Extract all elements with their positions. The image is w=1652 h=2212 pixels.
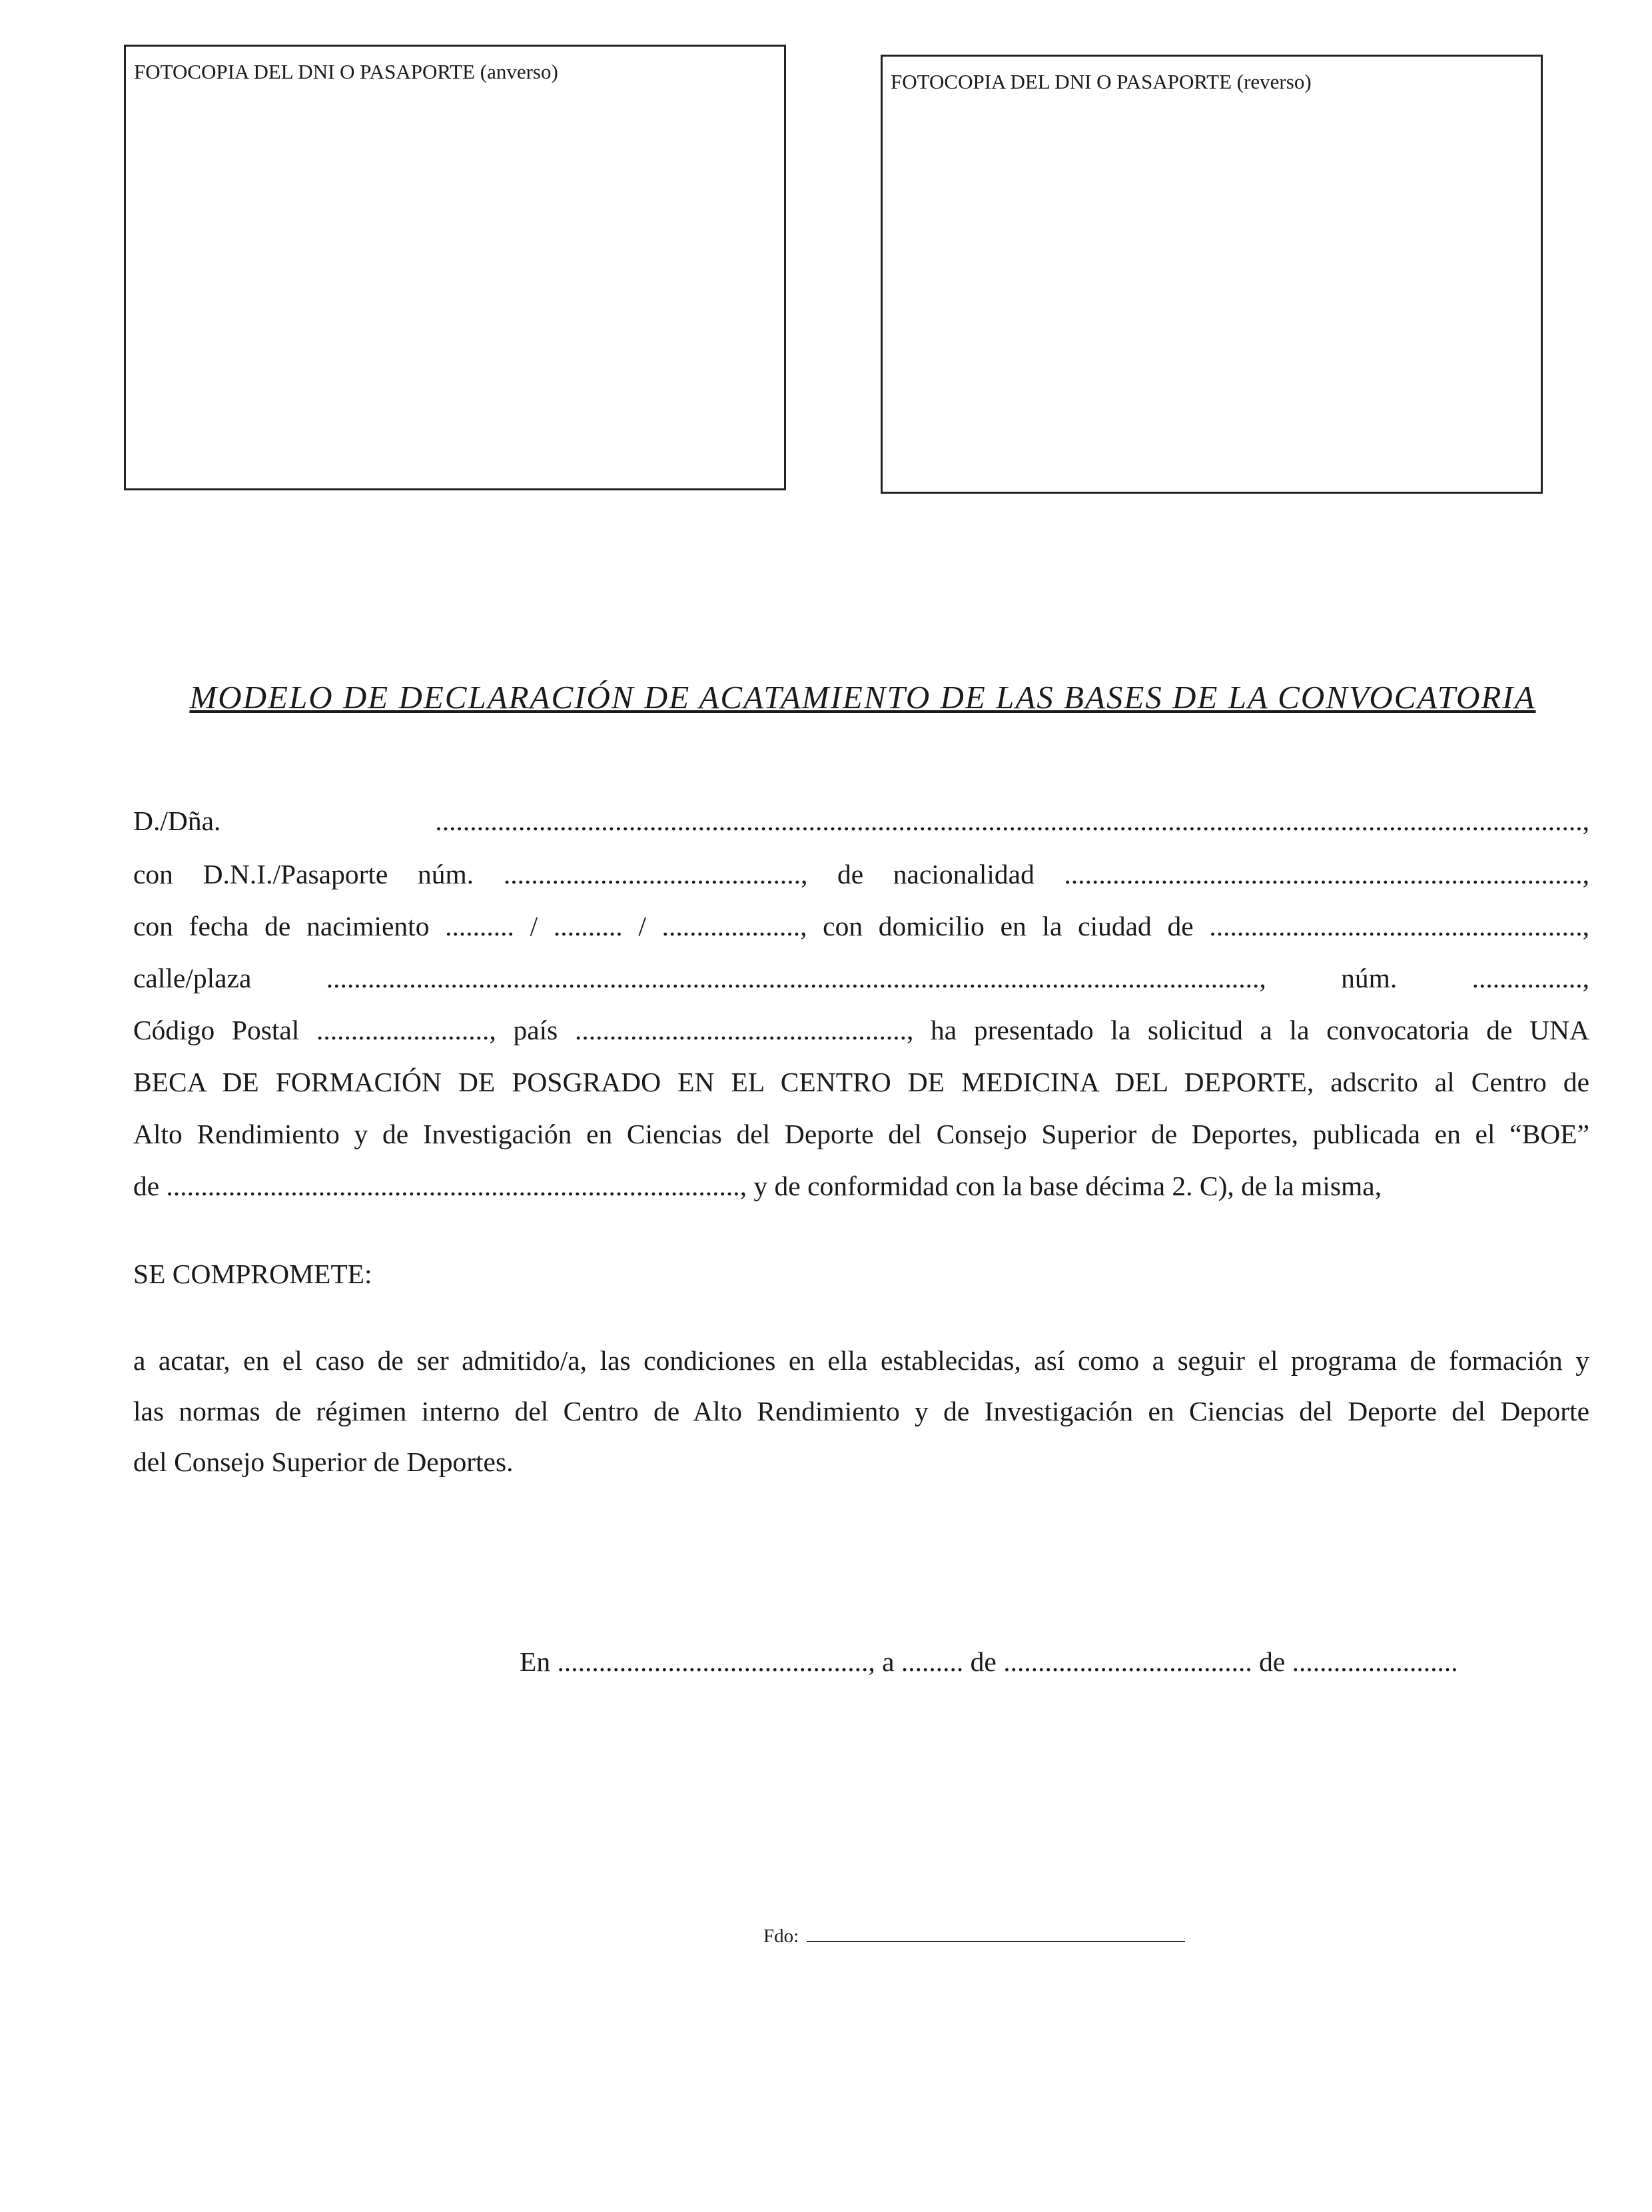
place-date-line: En ............................................., a ......... de .................................... de ........................ xyxy=(520,1646,1458,1677)
photocopy-back-label: FOTOCOPIA DEL DNI O PASAPORTE (reverso) xyxy=(891,70,1312,93)
form-line-id: con D.N.I./Pasaporte núm. ..........................................., de nacionalidad ..........................................................................., xyxy=(133,859,1589,889)
document-title: MODELO DE DECLARACIÓN DE ACATAMIENTO DE LAS BASES DE LA CONVOCATORIA xyxy=(189,679,1536,716)
commitment-line-3: del Consejo Superior de Deportes. xyxy=(133,1446,514,1477)
form-line-postal: Código Postal ........................., país ................................................, ha presentado la solicitud a la convocatoria de UNA xyxy=(133,1015,1589,1045)
photocopy-box-front xyxy=(124,45,786,490)
commitment-line-1: a acatar, en el caso de ser admitido/a, las condiciones en ella establecidas, así como a seguir el programa de formación y xyxy=(133,1345,1589,1376)
form-line-beca: BECA DE FORMACIÓN DE POSGRADO EN EL CENTRO DE MEDICINA DEL DEPORTE, adscrito al Centro de xyxy=(133,1067,1589,1097)
photocopy-box-back xyxy=(881,55,1543,494)
form-line-birth: con fecha de nacimiento .......... / .......... / ...................., con domicilio en la ciudad de ......................................................, xyxy=(133,911,1589,941)
form-line-boe: de ..................................................................................., y de conformidad con la base décima 2. C), de la misma, xyxy=(133,1171,1382,1201)
signature-line[interactable] xyxy=(807,1926,1185,1942)
commitment-line-2: las normas de régimen interno del Centro de Alto Rendimiento y de Investigación en Ciencias del Deporte del Deporte xyxy=(133,1396,1589,1426)
form-line-name: D./Dña. ......................................................................................................................................................................, xyxy=(133,806,1589,836)
signature-block xyxy=(763,1926,1185,1947)
signature-label: Fdo: xyxy=(763,1926,799,1947)
photocopy-front-label: FOTOCOPIA DEL DNI O PASAPORTE (anverso) xyxy=(134,60,558,83)
commitment-heading: SE COMPROMETE: xyxy=(133,1259,372,1289)
form-line-centro: Alto Rendimiento y de Investigación en Ciencias del Deporte del Consejo Superior de Deportes, publicada en el “BOE” xyxy=(133,1119,1589,1149)
form-line-street: calle/plaza ......................................................................................................................................., núm. ................, xyxy=(133,963,1589,993)
